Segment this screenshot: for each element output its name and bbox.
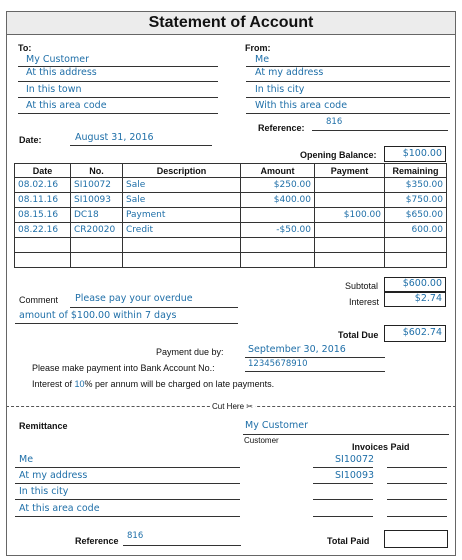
- cell-amount: [241, 238, 315, 253]
- invoice-paid-right-underline-4: [387, 516, 447, 517]
- cell-amount: [241, 253, 315, 268]
- table-row: [15, 253, 447, 268]
- cell-remaining: $650.00: [385, 208, 447, 223]
- interest-rate: 10: [74, 379, 85, 389]
- cell-amount: -$50.00: [241, 223, 315, 238]
- invoice-paid-2: SI10093: [335, 470, 375, 481]
- remittance-reference-label: Reference: [75, 536, 119, 546]
- remittance-customer-label: Customer: [244, 436, 279, 445]
- opening-balance-value: $100.00: [402, 148, 442, 159]
- interest-box: [384, 292, 446, 307]
- total-due-value: $602.74: [402, 327, 442, 338]
- interest-note-before: Interest of: [32, 379, 75, 389]
- cell-date: 08.15.16: [15, 208, 71, 223]
- bank-account-underline: [245, 371, 385, 372]
- cell-number: [71, 253, 123, 268]
- cell-remaining: $350.00: [385, 178, 447, 193]
- cell-date: [15, 253, 71, 268]
- subtotal-label: Subtotal: [345, 281, 379, 291]
- cell-amount: $400.00: [241, 193, 315, 208]
- interest-value: $2.74: [414, 293, 442, 304]
- to-line-2: At this address: [26, 67, 97, 78]
- reference-label: Reference:: [258, 123, 305, 133]
- remittance-address-line-2: At my address: [19, 470, 88, 481]
- reference-underline: [312, 130, 448, 131]
- invoice-paid-underline-2: [313, 483, 373, 484]
- cell-date: [15, 238, 71, 253]
- bank-account-value: 12345678910: [248, 359, 308, 369]
- subtotal-box: [384, 277, 446, 292]
- remittance-address-underline-2: [15, 483, 240, 484]
- remittance-address-line-4: At this area code: [19, 503, 100, 514]
- transactions-table: [14, 163, 447, 268]
- payment-due-value: September 30, 2016: [248, 344, 346, 355]
- to-underline-2: [18, 81, 218, 82]
- remittance-address-line-1: Me: [19, 454, 34, 465]
- date-value: August 31, 2016: [75, 132, 154, 143]
- total-due-label: Total Due: [338, 330, 379, 340]
- from-line-1: Me: [255, 54, 270, 65]
- cell-payment: [315, 253, 385, 268]
- subtotal-value: $600.00: [402, 278, 442, 289]
- cell-description: [123, 238, 241, 253]
- comment-underline-1: [70, 307, 238, 308]
- to-line-4: At this area code: [26, 100, 107, 111]
- column-header-description: Description: [123, 164, 241, 178]
- to-line-3: In this town: [26, 84, 82, 95]
- from-underline-3: [246, 97, 450, 98]
- remittance-customer-value: My Customer: [245, 420, 308, 431]
- cell-payment: $100.00: [315, 208, 385, 223]
- invoice-paid-underline-4: [313, 516, 373, 517]
- column-header-date: Date: [15, 164, 71, 178]
- cell-number: DC18: [71, 208, 123, 223]
- column-header-number: No.: [71, 164, 123, 178]
- invoice-paid-right-underline-2: [387, 483, 447, 484]
- from-label: From:: [245, 43, 271, 53]
- from-line-4: With this area code: [255, 100, 348, 111]
- cut-here-text: Cut Here: [212, 402, 245, 411]
- cell-number: [71, 238, 123, 253]
- cell-number: SI10072: [71, 178, 123, 193]
- reference-value: 816: [326, 117, 343, 127]
- column-header-amount: Amount: [241, 164, 315, 178]
- invoices-paid-label: Invoices Paid: [352, 442, 410, 452]
- total-due-box: [384, 325, 446, 342]
- comment-line-1: Please pay your overdue: [75, 293, 193, 304]
- cell-amount: [241, 208, 315, 223]
- to-underline-3: [18, 97, 218, 98]
- cell-description: Credit: [123, 223, 241, 238]
- from-line-3: In this city: [255, 84, 305, 95]
- table-row: [15, 238, 447, 253]
- column-header-payment: Payment: [315, 164, 385, 178]
- cell-description: Sale: [123, 178, 241, 193]
- comment-line-2: amount of $100.00 within 7 days: [19, 310, 177, 321]
- invoice-paid-right-underline-1: [387, 467, 447, 468]
- date-underline: [70, 145, 212, 146]
- remittance-reference-underline: [123, 545, 241, 546]
- cell-payment: [315, 238, 385, 253]
- opening-balance-box: [384, 146, 446, 162]
- total-paid-box: [384, 530, 448, 548]
- cell-date: 08.02.16: [15, 178, 71, 193]
- page-title: Statement of Account: [148, 14, 314, 31]
- comment-label: Comment: [19, 295, 59, 305]
- invoice-paid-underline-3: [313, 499, 373, 500]
- scissors-icon: ✂: [246, 402, 253, 411]
- interest-note-after: % per annum will be charged on late payments.: [84, 379, 275, 389]
- cell-remaining: $750.00: [385, 193, 447, 208]
- from-underline-4: [246, 113, 450, 114]
- comment-underline-2: [15, 323, 238, 324]
- remittance-reference-value: 816: [127, 531, 144, 541]
- cell-remaining: [385, 238, 447, 253]
- remittance-address-underline-1: [15, 467, 240, 468]
- cell-remaining: 600.00: [385, 223, 447, 238]
- from-underline-2: [246, 81, 450, 82]
- interest-label: Interest: [349, 297, 380, 307]
- cell-description: [123, 253, 241, 268]
- total-paid-label: Total Paid: [327, 536, 370, 546]
- payment-due-underline: [245, 357, 385, 358]
- title-bar: [6, 11, 456, 35]
- remittance-address-underline-4: [15, 516, 240, 517]
- to-line-1: My Customer: [26, 54, 89, 65]
- cell-amount: $250.00: [241, 178, 315, 193]
- remittance-address-line-3: In this city: [19, 486, 69, 497]
- cell-description: Sale: [123, 193, 241, 208]
- invoice-paid-underline-1: [313, 467, 373, 468]
- table-header-row: [15, 164, 447, 178]
- date-label: Date:: [19, 135, 42, 145]
- cell-number: CR20020: [71, 223, 123, 238]
- table-row: [15, 208, 447, 223]
- to-label: To:: [18, 43, 32, 53]
- cell-payment: [315, 178, 385, 193]
- cell-description: Payment: [123, 208, 241, 223]
- cell-date: 08.22.16: [15, 223, 71, 238]
- table-row: [15, 193, 447, 208]
- opening-balance-label: Opening Balance:: [300, 150, 377, 160]
- invoice-paid-right-underline-3: [387, 499, 447, 500]
- to-underline-4: [18, 113, 218, 114]
- remittance-customer-underline: [243, 434, 449, 435]
- interest-note: [32, 379, 274, 389]
- cell-number: SI10093: [71, 193, 123, 208]
- remittance-address-underline-3: [15, 499, 240, 500]
- cell-payment: [315, 223, 385, 238]
- invoice-paid-1: SI10072: [335, 454, 375, 465]
- cell-remaining: [385, 253, 447, 268]
- remittance-label: Remittance: [19, 421, 68, 431]
- cell-payment: [315, 193, 385, 208]
- from-line-2: At my address: [255, 67, 324, 78]
- cell-date: 08.11.16: [15, 193, 71, 208]
- cut-here-label: [210, 402, 255, 411]
- column-header-remaining: Remaining: [385, 164, 447, 178]
- table-row: [15, 178, 447, 193]
- table-row: [15, 223, 447, 238]
- bank-account-label: Please make payment into Bank Account No.:: [32, 363, 215, 373]
- payment-due-label: Payment due by:: [156, 347, 224, 357]
